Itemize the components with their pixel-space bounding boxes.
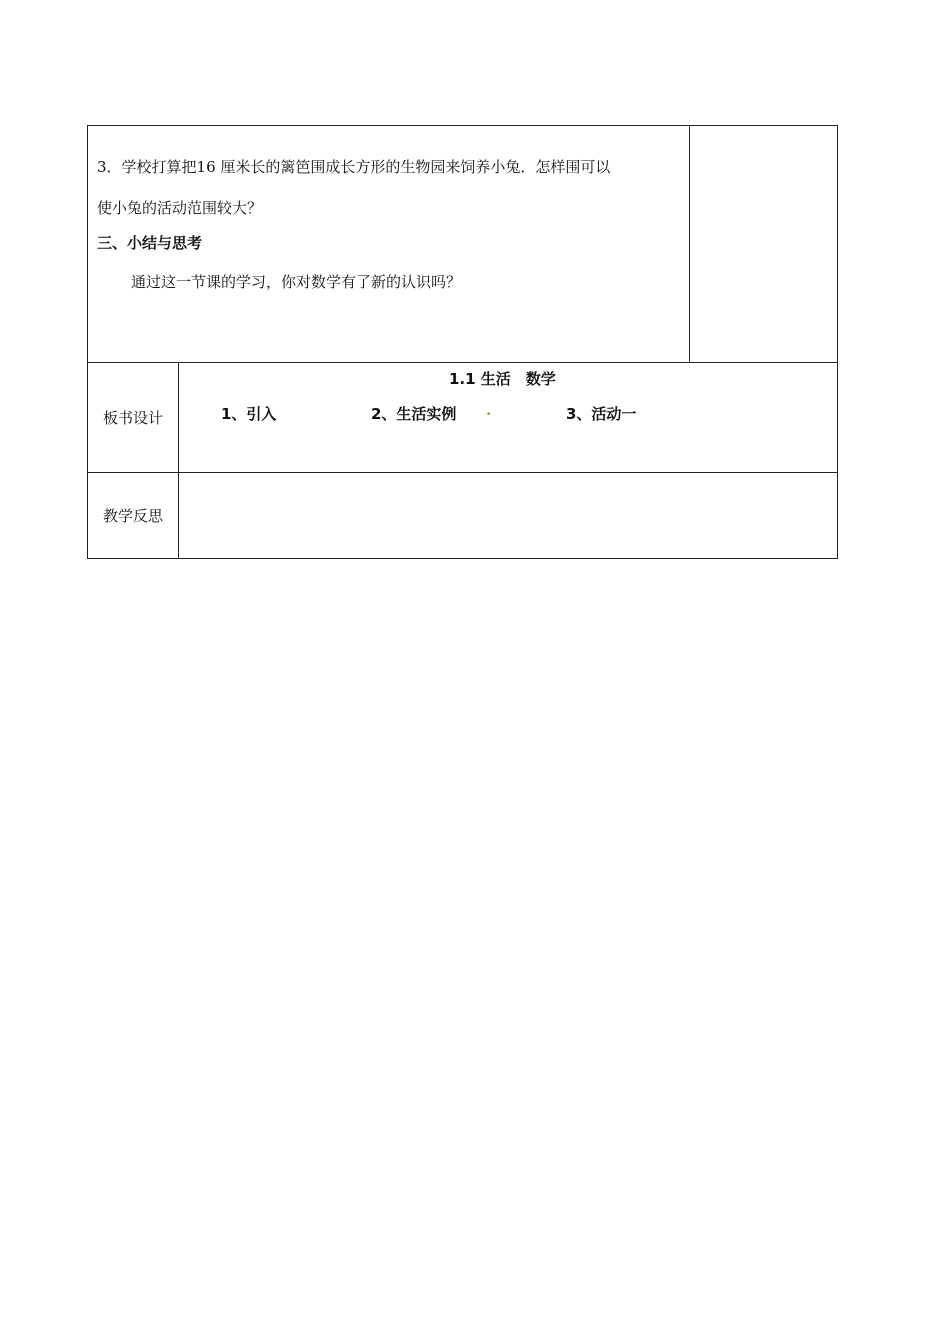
question-3-line-2: 使小兔的活动范围较大？	[97, 199, 263, 217]
notes-cell	[690, 126, 838, 363]
board-dot-mark: .	[486, 401, 492, 419]
lesson-plan-table	[87, 125, 838, 559]
board-design-cell	[179, 363, 838, 473]
reflection-label: 教学反思	[88, 473, 179, 559]
lesson-content-row	[88, 126, 838, 363]
summary-question: 通过这一节课的学习，你对数学有了新的认识吗？	[131, 273, 462, 291]
board-item-examples: 2、生活实例	[371, 405, 457, 423]
board-item-intro: 1、引入	[221, 405, 277, 423]
question-3-line-1: 3．学校打算把16 厘米长的篱笆围成长方形的生物园来饲养小兔．怎样围可以	[97, 158, 611, 176]
reflection-cell[interactable]	[179, 473, 838, 559]
board-design-row	[88, 363, 838, 473]
board-item-activity: 3、活动一	[566, 405, 637, 423]
board-title: 1.1 生活 数学	[449, 370, 556, 388]
lesson-content-cell	[88, 126, 690, 363]
board-design-label: 板书设计	[88, 363, 179, 473]
summary-section-heading: 三、小结与思考	[97, 234, 203, 252]
reflection-row	[88, 473, 838, 559]
